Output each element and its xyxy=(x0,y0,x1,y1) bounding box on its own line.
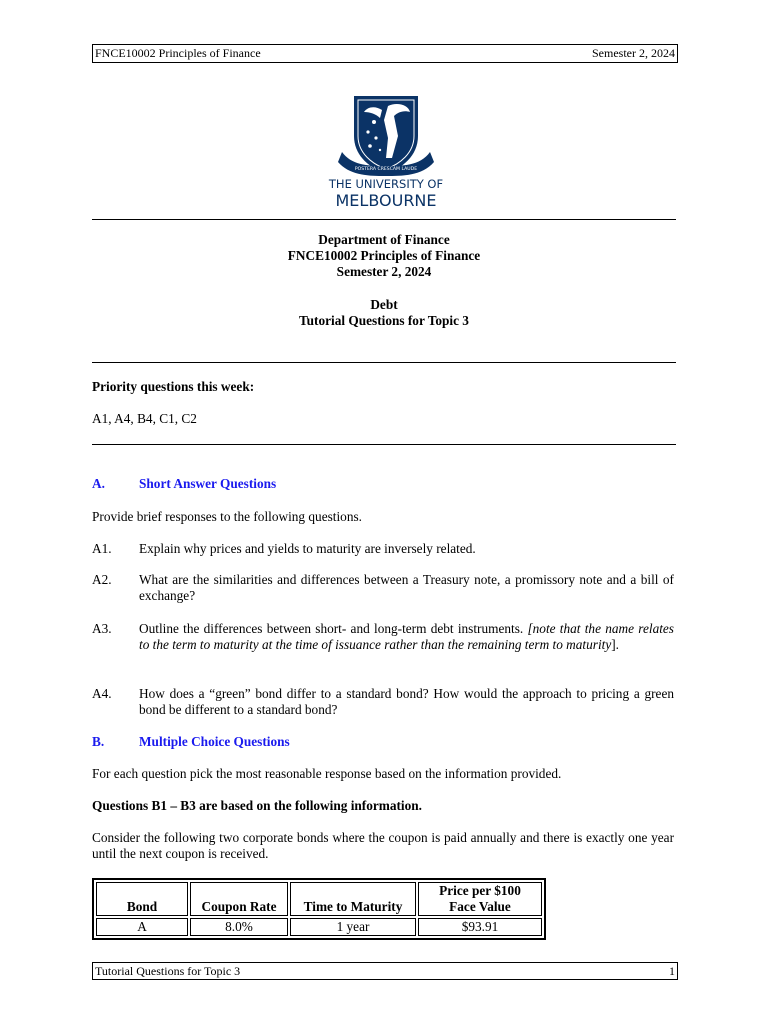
column-header: Coupon Rate xyxy=(190,882,288,916)
bond-table xyxy=(92,878,546,940)
university-logo xyxy=(318,92,454,212)
question-text: What are the similarities and differences between a Treasury note, a promissory note and a bill of exchange? xyxy=(139,572,674,603)
section-b-title: Multiple Choice Questions xyxy=(139,734,290,749)
svg-text:MELBOURNE: MELBOURNE xyxy=(335,191,437,210)
topic-title: Debt xyxy=(370,297,398,312)
question-item xyxy=(92,541,674,557)
question-text: How does a “green” bond differ to a standard bond? How would the approach to pricing a green bond be different to a standard bond? xyxy=(139,686,674,717)
question-number: A2. xyxy=(92,572,112,587)
department-title: Department of Finance xyxy=(318,232,450,247)
column-header-line: Price per $100 xyxy=(439,883,521,898)
question-item xyxy=(92,686,674,718)
question-main-text: Outline the differences between short- and long-term debt instruments. xyxy=(139,621,528,636)
tutorial-title: Tutorial Questions for Topic 3 xyxy=(299,313,469,328)
header-semester: Semester 2, 2024 xyxy=(592,46,675,60)
section-a-intro: Provide brief responses to the following questions. xyxy=(92,509,362,524)
question-number: A4. xyxy=(92,686,112,701)
divider xyxy=(92,219,676,220)
table-cell: $93.91 xyxy=(418,918,542,936)
question-note: [note that the name relates to the term to maturity at the time of issuance rather than the remaining term to maturity xyxy=(139,621,674,652)
table-header-row xyxy=(96,882,542,916)
column-header-line: Face Value xyxy=(449,899,511,914)
section-a-title: Short Answer Questions xyxy=(139,476,277,491)
page-footer xyxy=(92,962,678,980)
priority-list: A1, A4, B4, C1, C2 xyxy=(92,411,197,426)
priority-heading: Priority questions this week: xyxy=(92,379,255,394)
page-header xyxy=(92,44,678,63)
table-row xyxy=(96,918,542,936)
question-number: A3. xyxy=(92,621,112,636)
column-header: Time to Maturity xyxy=(290,882,416,916)
column-header: Bond xyxy=(96,882,188,916)
table-cell: 1 year xyxy=(290,918,416,936)
svg-text:POSTERA CRESCAM LAUDE: POSTERA CRESCAM LAUDE xyxy=(354,167,418,172)
footer-title: Tutorial Questions for Topic 3 xyxy=(95,964,241,978)
table-cell: A xyxy=(96,918,188,936)
page-number: 1 xyxy=(669,964,675,978)
crest-icon xyxy=(318,92,454,212)
question-number: A1. xyxy=(92,541,112,556)
question-item xyxy=(92,621,674,669)
section-a-number: A. xyxy=(92,476,105,491)
semester-title: Semester 2, 2024 xyxy=(336,264,432,279)
table-cell: 8.0% xyxy=(190,918,288,936)
section-b-subheading: Questions B1 – B3 are based on the following information. xyxy=(92,798,422,813)
section-b-number: B. xyxy=(92,734,105,749)
question-text: Explain why prices and yields to maturity are inversely related. xyxy=(139,541,476,556)
header-course: FNCE10002 Principles of Finance xyxy=(95,46,261,60)
section-b-context: Consider the following two corporate bonds where the coupon is paid annually and there is exactly one year until the next coupon is received. xyxy=(92,830,674,861)
column-header xyxy=(418,882,542,916)
question-note-end: ]. xyxy=(611,637,619,652)
divider xyxy=(92,444,676,445)
svg-text:THE UNIVERSITY OF: THE UNIVERSITY OF xyxy=(328,177,444,191)
question-text xyxy=(139,621,674,653)
divider xyxy=(92,362,676,363)
section-b-intro: For each question pick the most reasonable response based on the information provided. xyxy=(92,766,562,781)
question-item xyxy=(92,572,674,604)
course-title: FNCE10002 Principles of Finance xyxy=(287,248,481,263)
